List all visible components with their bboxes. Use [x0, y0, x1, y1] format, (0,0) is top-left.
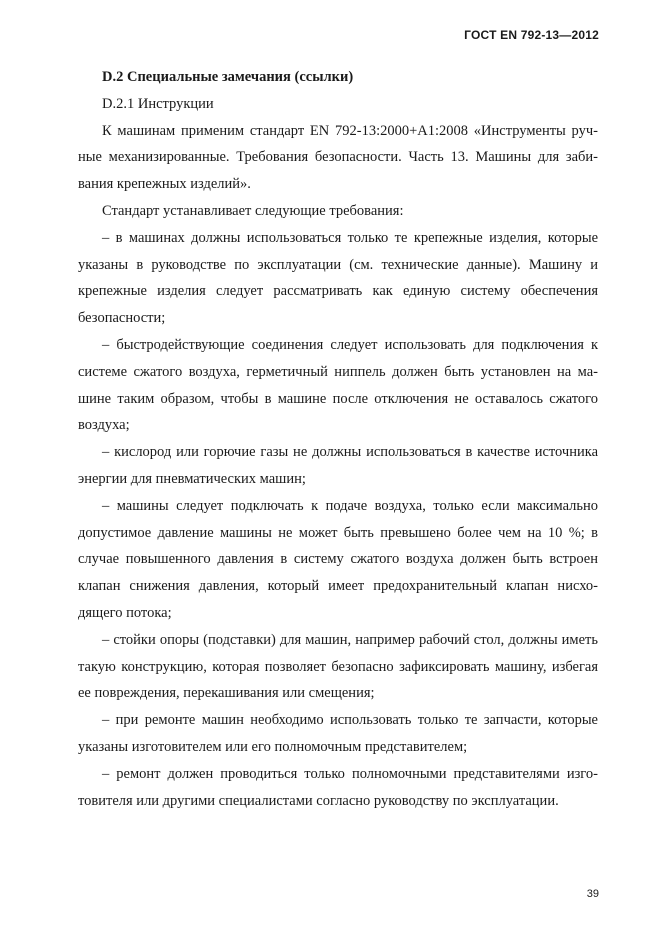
requirement-item: – кислород или горючие газы не должны использоваться в качестве источника энергии для пневматических машин;	[78, 444, 598, 487]
requirement-item: – быстродействующие соединения следует использовать для подключения к системе сжатого воздуха, герметичный ниппель должен быть установлен на машине таким образом, чтобы в машине после отключения не оставалось сжатого воздуха;	[78, 336, 598, 434]
body-paragraph: К машинам применим стандарт EN 792-13:2000+A1:2008 «Инструменты ручные механизированные. Требования безопасности. Часть 13. Машины для забивания крепежных изделий».	[78, 122, 598, 193]
requirement-item: – машины следует подключать к подаче воздуха, только если максимально допустимое давление машины не может быть превышено более чем на 10 %; в случае повышенного давления в систему сжатого воздуха должен быть встроен клапан снижения давления, который имеет предохранительный клапан нисходящего потока;	[78, 497, 598, 621]
body-paragraph: Стандарт устанавливает следующие требования:	[102, 202, 404, 219]
page-number: 39	[586, 888, 599, 900]
subsection-heading: D.2.1 Инструкции	[102, 95, 214, 112]
requirement-item: – стойки опоры (подставки) для машин, например рабочий стол, должны иметь такую конструкцию, которая позволяет безопасно зафиксировать машину, избегая ее повреждения, перекашивания или смещения;	[78, 631, 598, 702]
requirement-item: – в машинах должны использоваться только те крепежные изделия, которые указаны в руководстве по эксплуатации (см. технические данные). Машину и крепежные изделия следует рассматривать как единую систему обеспечения безопасности;	[78, 229, 598, 327]
section-heading: D.2 Специальные замечания (ссылки)	[102, 69, 354, 85]
document-body	[78, 64, 598, 814]
document-standard-code: ГОСТ EN 792-13—2012	[464, 28, 599, 42]
requirement-item: – при ремонте машин необходимо использовать только те запчасти, которые указаны изготовителем или его полномочным представителем;	[78, 712, 598, 755]
requirement-item: – ремонт должен проводиться только полномочными представителями изготовителя или другими специалистами согласно руководству по эксплуатации.	[78, 765, 598, 809]
